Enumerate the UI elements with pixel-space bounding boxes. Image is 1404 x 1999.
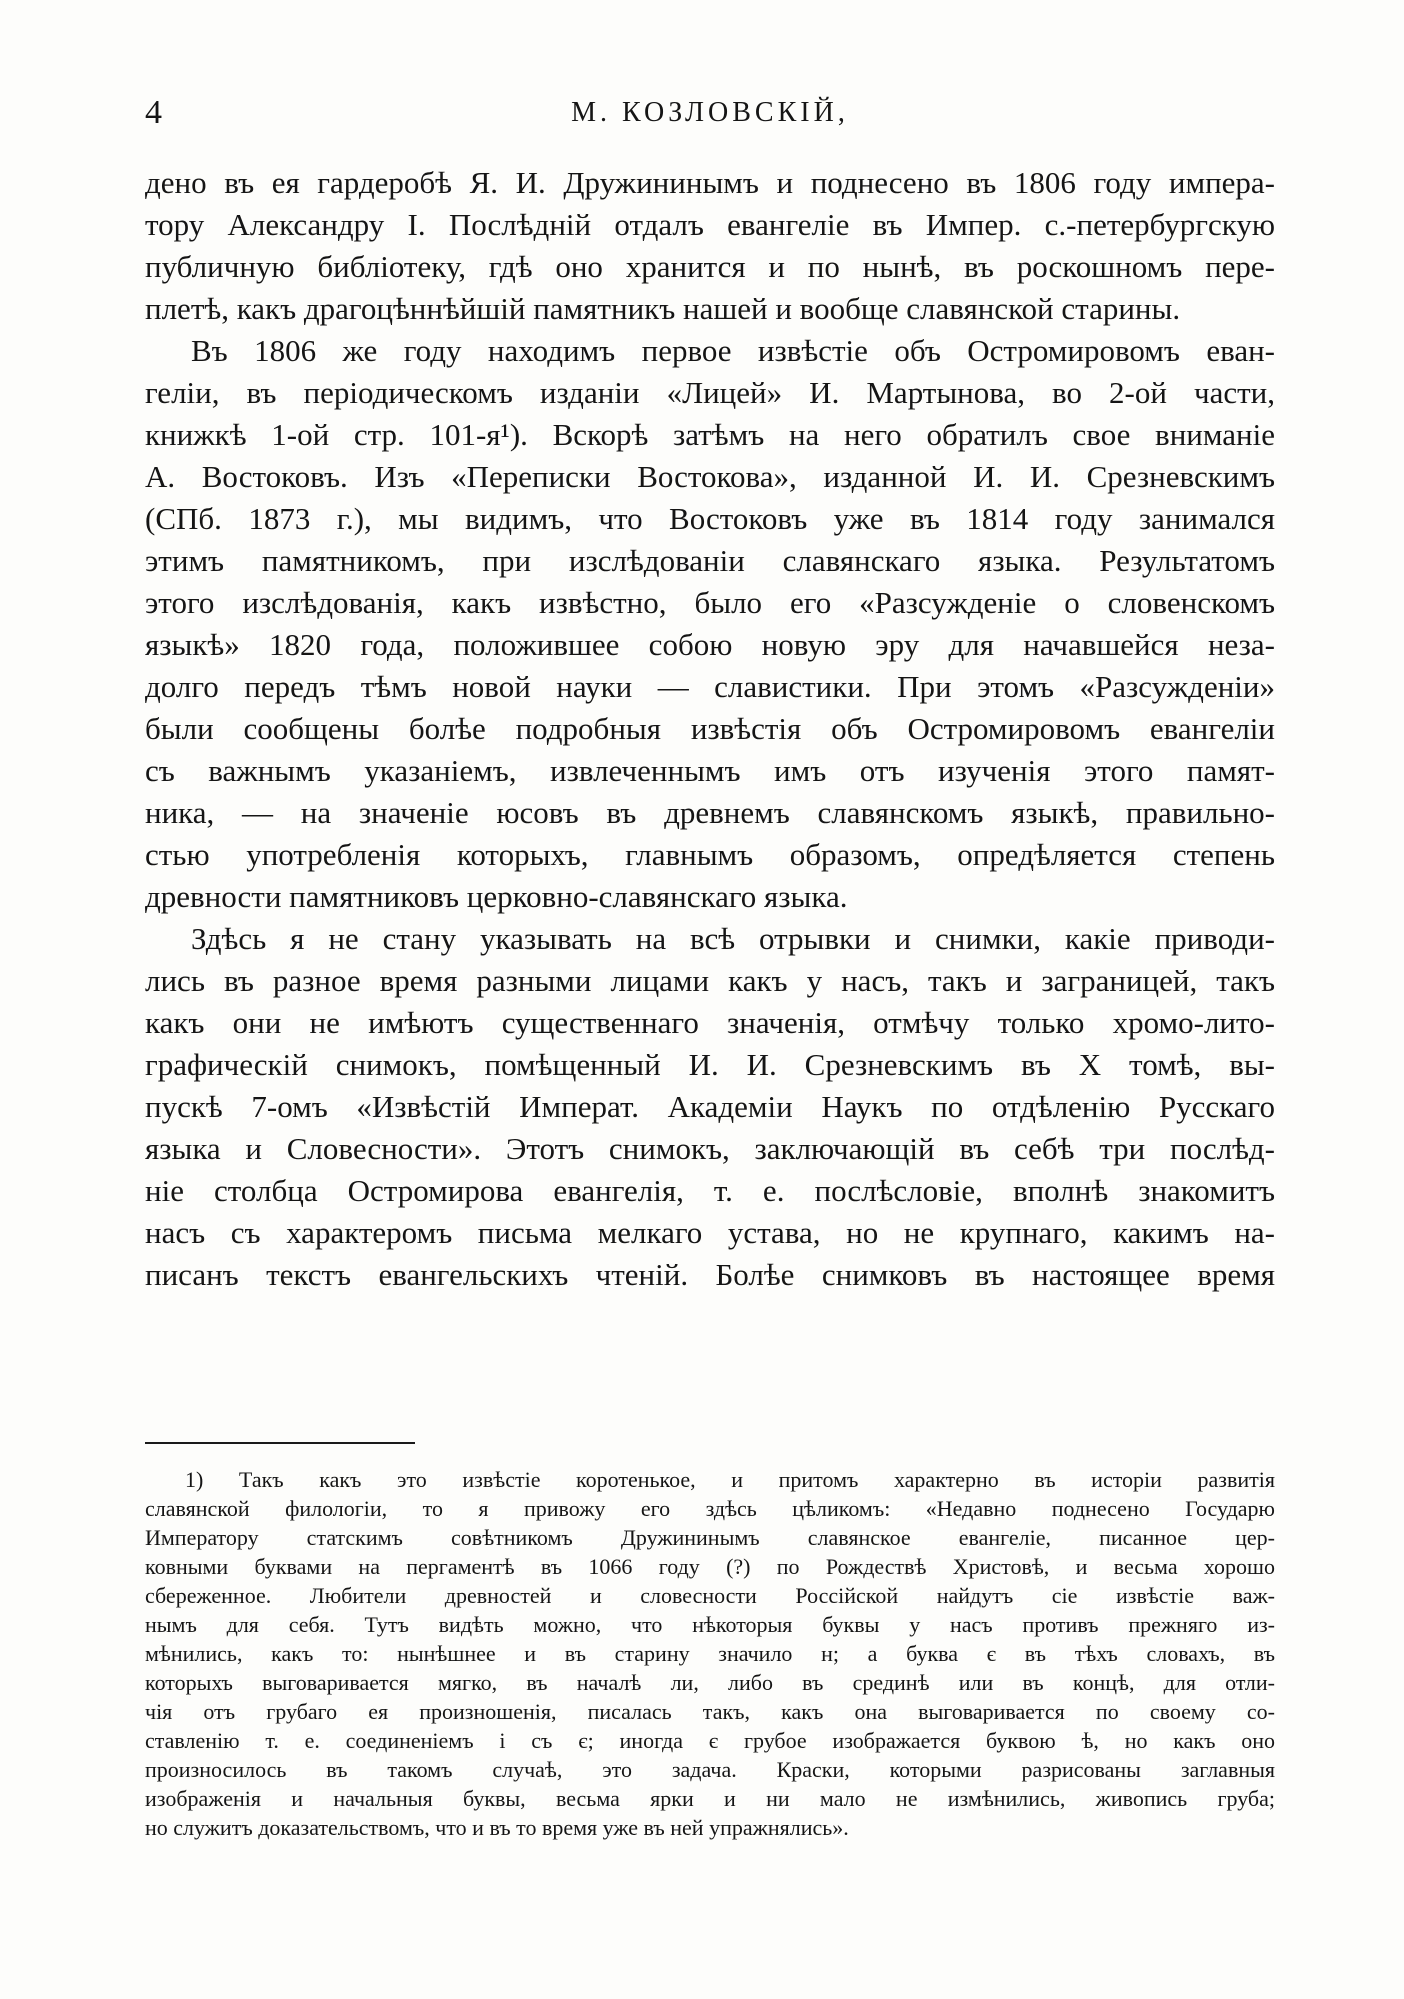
text-line: этимъ памятникомъ, при изслѣдованіи славянскаго языка. Результатомъ	[145, 543, 1275, 578]
main-text	[145, 162, 1275, 1296]
text-line: этого изслѣдованія, какъ извѣстно, было его «Разсужденіе о словенскомъ	[145, 585, 1275, 620]
footnote-line: славянской филологіи, то я привожу его здѣсь цѣликомъ: «Недавно поднесено Государю	[145, 1496, 1275, 1521]
text-line: (СПб. 1873 г.), мы видимъ, что Востоковъ уже въ 1814 году занимался	[145, 501, 1275, 536]
footnote-line: изображенія и начальныя буквы, весьма ярки и ни мало не измѣнились, живопись груба;	[145, 1786, 1275, 1811]
text-line: плетѣ, какъ драгоцѣннѣйшій памятникъ нашей и вообще славянской старины.	[145, 291, 1181, 326]
footnote	[145, 1465, 1275, 1842]
text-line: насъ съ характеромъ письма мелкаго устава, но не крупнаго, какимъ на-	[145, 1215, 1275, 1250]
text-line: языкѣ» 1820 года, положившее собою новую эру для начавшейся неза-	[145, 627, 1275, 662]
text-line: пускѣ 7-омъ «Извѣстій Императ. Академіи Наукъ по отдѣленію Русскаго	[145, 1089, 1275, 1124]
page-number: 4	[145, 94, 162, 131]
text-line: писанъ текстъ евангельскихъ чтеній. Болѣе снимковъ въ настоящее время	[145, 1257, 1275, 1292]
running-title: М. КОЗЛОВСКІЙ,	[571, 97, 849, 128]
text-line: публичную библіотеку, гдѣ оно хранится и по нынѣ, въ роскошномъ пере-	[145, 249, 1275, 284]
footnote-line: которыхъ выговаривается мягко, въ началѣ ли, либо въ срединѣ или въ концѣ, для отли-	[145, 1670, 1275, 1695]
text-line: стью употребленія которыхъ, главнымъ образомъ, опредѣляется степень	[145, 837, 1275, 872]
text-line: съ важнымъ указаніемъ, извлеченнымъ имъ отъ изученія этого памят-	[145, 753, 1275, 788]
footnote-line: ковными буквами на пергаментѣ въ 1066 году (?) по Рождествѣ Христовѣ, и весьма хорошо	[145, 1554, 1275, 1579]
text-line: ніе столбца Остромирова евангелія, т. е. послѣсловіе, вполнѣ знакомитъ	[145, 1173, 1275, 1208]
footnote-line: чія отъ грубаго ея произношенія, писалась такъ, какъ она выговаривается по своему со-	[145, 1699, 1275, 1724]
footnote-line: произносилось въ такомъ случаѣ, это задача. Краски, которыми разрисованы заглавныя	[145, 1757, 1275, 1782]
text-line: древности памятниковъ церковно-славянскаго языка.	[145, 879, 848, 914]
text-line: Здѣсь я не стану указывать на всѣ отрывки и снимки, какіе приводи-	[191, 921, 1275, 956]
text-line: долго передъ тѣмъ новой науки — славистики. При этомъ «Разсужденіи»	[145, 669, 1275, 704]
text-line: Въ 1806 же году находимъ первое извѣстіе объ Остромировомъ еван-	[191, 333, 1275, 368]
text-line: дено въ ея гардеробѣ Я. И. Дружининымъ и поднесено въ 1806 году импера-	[145, 165, 1275, 200]
footnote-line: Императору статскимъ совѣтникомъ Дружининымъ славянское евангеліе, писанное цер-	[145, 1525, 1275, 1550]
footnote-line: сбереженное. Любители древностей и словесности Россійской найдутъ сіе извѣстіе важ-	[145, 1583, 1275, 1608]
text-line: книжкѣ 1-ой стр. 101-я¹). Вскорѣ затѣмъ на него обратилъ свое вниманіе	[145, 417, 1275, 452]
text-line: ника, — на значеніе юсовъ въ древнемъ славянскомъ языкѣ, правильно-	[145, 795, 1275, 830]
text-line: тору Александру I. Послѣдній отдалъ евангеліе въ Импер. с.-петербургскую	[145, 207, 1275, 242]
text-line: языка и Словесности». Этотъ снимокъ, заключающій въ себѣ три послѣд-	[145, 1131, 1275, 1166]
footnote-line: нымъ для себя. Тутъ видѣть можно, что нѣкоторыя буквы у насъ противъ прежняго из-	[145, 1612, 1275, 1637]
text-line: какъ они не имѣютъ существеннаго значенія, отмѣчу только хромо-лито-	[145, 1005, 1275, 1040]
text-line: геліи, въ періодическомъ изданіи «Лицей» И. Мартынова, во 2-ой части,	[145, 375, 1275, 410]
footnote-line: мѣнились, какъ то: нынѣшнее и въ старину значило н; а буква є въ тѣхъ словахъ, въ	[145, 1641, 1275, 1666]
text-line: А. Востоковъ. Изъ «Переписки Востокова», изданной И. И. Срезневскимъ	[145, 459, 1275, 494]
text-line: были сообщены болѣе подробныя извѣстія объ Остромировомъ евангеліи	[145, 711, 1275, 746]
footnote-separator	[145, 1442, 415, 1444]
footnote-line: ставленію т. е. соединеніемъ і съ є; иногда є грубое изображается буквою ѣ, но какъ оно	[145, 1728, 1275, 1753]
text-line: графическій снимокъ, помѣщенный И. И. Срезневскимъ въ X томѣ, вы-	[145, 1047, 1275, 1082]
footnote-line: 1) Такъ какъ это извѣстіе коротенькое, и притомъ характерно въ исторіи развитія	[185, 1467, 1275, 1492]
footnote-line: но служитъ доказательствомъ, что и въ то время уже въ ней упражнялись».	[145, 1815, 849, 1840]
text-line: лись въ разное время разными лицами какъ у насъ, такъ и заграницей, такъ	[145, 963, 1275, 998]
page-header	[145, 90, 1275, 136]
